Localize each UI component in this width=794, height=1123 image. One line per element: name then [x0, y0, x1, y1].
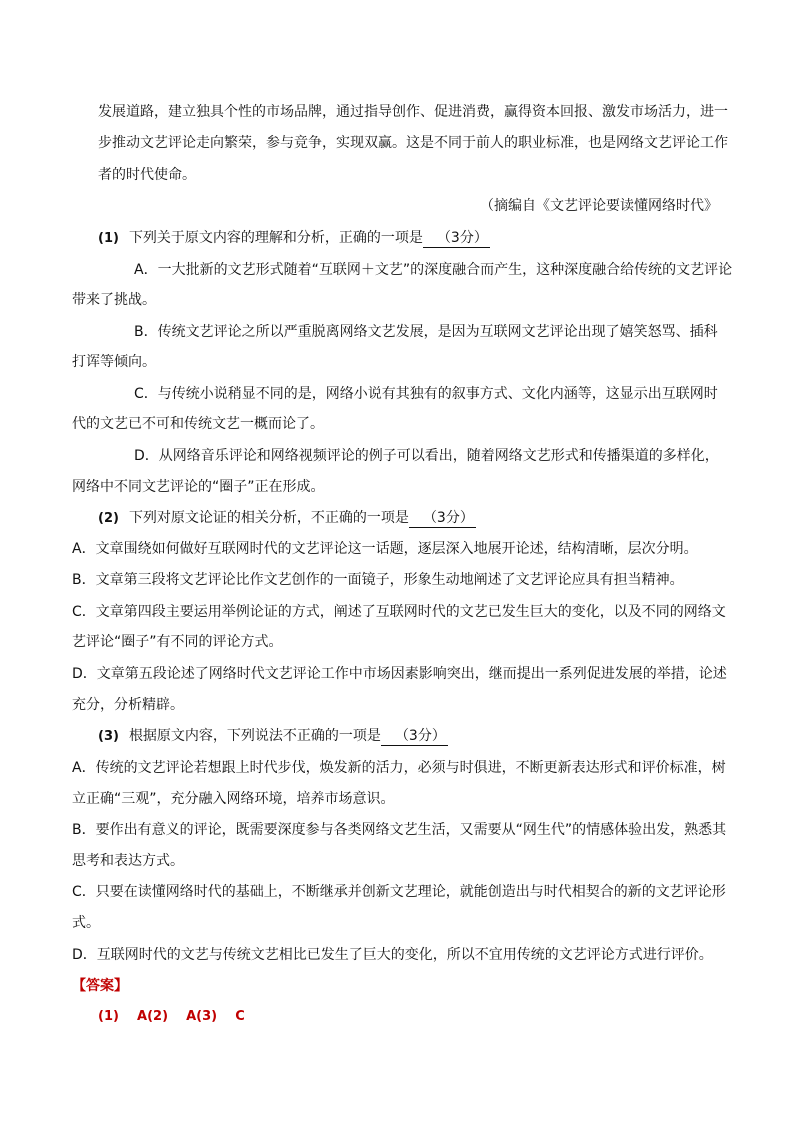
- option-d: D．互联网时代的文艺与传统文艺相比已发生了巨大的变化，所以不宜用传统的文艺评论方式进行评价。: [72, 947, 713, 963]
- question-3-stem: [98, 726, 448, 747]
- answer-text: (1) A(2) A(3) C: [98, 1009, 245, 1024]
- option-b: B．文章第三段将文艺评论比作文艺创作的一面镜子，形象生动地阐述了文艺评论应具有担当精神。: [72, 572, 684, 588]
- question-text: 下列关于原文内容的理解和分析，正确的一项是: [128, 230, 423, 246]
- answer-blank: （3分）: [423, 229, 490, 248]
- question-1-stem: [98, 228, 490, 249]
- option-a: A．一大批新的文艺形式随着“互联网＋文艺”的深度融合而产生，这种深度融合给传统的文艺评论: [134, 262, 733, 278]
- option-b: B．要作出有意义的评论，既需要深度参与各类网络文艺生活，又需要从“网生代”的情感体验出发，熟悉其: [72, 822, 727, 838]
- answer-heading: 【答案】: [72, 978, 128, 994]
- option-c-cont: 艺评论“圈子”有不同的评论方式。: [72, 634, 283, 650]
- option-c: C．只要在读懂网络时代的基础上，不断继承并创新文艺理论，就能创造出与时代相契合的新的文艺评论形: [72, 884, 726, 900]
- answer-blank: （3分）: [381, 727, 448, 746]
- passage-line: 发展道路，建立独具个性的市场品牌，通过指导创作、促进消费，赢得资本回报、激发市场活力，进一: [98, 104, 728, 120]
- option-b-cont: 思考和表达方式。: [72, 853, 184, 869]
- question-number: (3): [98, 729, 119, 744]
- passage-source: （摘编自《文艺评论要读懂网络时代》: [480, 198, 718, 214]
- option-d: D．从网络音乐评论和网络视频评论的例子可以看出，随着网络文艺形式和传播渠道的多样化，: [134, 448, 719, 464]
- option-b: B．传统文艺评论之所以严重脱离网络文艺发展，是因为互联网文艺评论出现了嬉笑怒骂、插科: [134, 324, 718, 340]
- answer-blank: （3分）: [409, 509, 476, 528]
- option-d-cont: 充分，分析精辟。: [72, 697, 184, 713]
- question-2-stem: [98, 508, 476, 529]
- option-a-cont: 立正确“三观”，充分融入网络环境，培养市场意识。: [72, 791, 395, 807]
- option-c: C．与传统小说稍显不同的是，网络小说有其独有的叙事方式、文化内涵等，这显示出互联网时: [134, 386, 718, 402]
- question-number: (1): [98, 231, 119, 246]
- option-c-cont: 代的文艺已不可和传统文艺一概而论了。: [72, 416, 324, 432]
- option-b-cont: 打诨等倾向。: [72, 354, 156, 370]
- option-d: D．文章第五段论述了网络时代文艺评论工作中市场因素影响突出，继而提出一系列促进发展的举措，论述: [72, 666, 727, 682]
- option-c-cont: 式。: [72, 915, 100, 931]
- question-number: (2): [98, 511, 119, 526]
- passage-line: 者的时代使命。: [98, 167, 196, 183]
- question-text: 根据原文内容，下列说法不正确的一项是: [128, 728, 381, 744]
- passage-line: 步推动文艺评论走向繁荣，参与竞争，实现双赢。这是不同于前人的职业标准，也是网络文艺评论工作: [98, 135, 728, 151]
- option-a: A．传统的文艺评论若想跟上时代步伐，焕发新的活力，必须与时俱进，不断更新表达形式和评价标准，树: [72, 760, 726, 776]
- option-a-cont: 带来了挑战。: [72, 292, 156, 308]
- question-text: 下列对原文论证的相关分析，不正确的一项是: [128, 510, 409, 526]
- option-a: A．文章围绕如何做好互联网时代的文艺评论这一话题，逐层深入地展开论述，结构清晰，层次分明。: [72, 541, 698, 557]
- option-c: C．文章第四段主要运用举例论证的方式，阐述了互联网时代的文艺已发生巨大的变化，以及不同的网络文: [72, 604, 726, 620]
- option-d-cont: 网络中不同文艺评论的“圈子”正在形成。: [72, 479, 325, 495]
